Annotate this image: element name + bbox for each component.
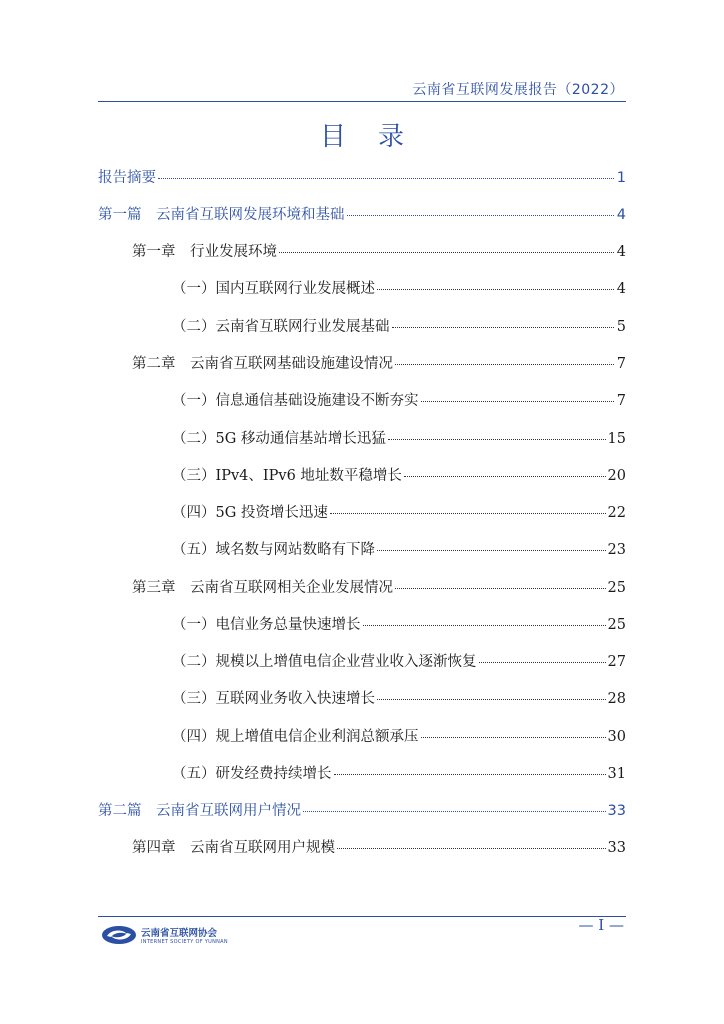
toc-entry-label: （五）域名数与网站数略有下降	[172, 542, 375, 558]
dot-leader	[421, 737, 606, 738]
toc-entry-label: （三）互联网业务收入快速增长	[172, 691, 375, 707]
toc-entry-page: 7	[616, 393, 626, 409]
toc-entry[interactable]	[98, 464, 626, 484]
dot-leader	[392, 327, 615, 328]
dot-leader	[337, 848, 606, 849]
dot-leader	[363, 625, 606, 626]
dot-leader	[388, 439, 606, 440]
toc-entry-page: 25	[607, 617, 626, 633]
org-name-en: INTERNET SOCIETY OF YUNNAN	[141, 939, 228, 945]
toc-entry[interactable]	[98, 240, 626, 260]
toc-entry[interactable]	[98, 836, 626, 856]
dot-leader	[330, 513, 606, 514]
toc-entry-page: 4	[616, 207, 626, 223]
toc-entry-label: 第四章 云南省互联网用户规模	[132, 840, 335, 856]
toc-entry-page: 20	[607, 468, 626, 484]
toc-entry[interactable]	[98, 613, 626, 633]
toc-entry[interactable]	[98, 166, 626, 186]
toc-entry-page: 22	[607, 505, 626, 521]
toc-entry-page: 4	[616, 281, 626, 297]
toc-entry[interactable]	[98, 799, 626, 819]
dot-leader	[377, 699, 606, 700]
header-rule	[98, 101, 626, 102]
dot-leader	[347, 215, 615, 216]
toc-entry-page: 33	[607, 803, 626, 819]
toc-entry-label: 第三章 云南省互联网相关企业发展情况	[132, 580, 393, 596]
swirl-logo-icon	[101, 925, 137, 945]
dot-leader	[279, 252, 614, 253]
toc-entry[interactable]	[98, 389, 626, 409]
toc-entry-label: （一）国内互联网行业发展概述	[172, 281, 375, 297]
toc-entry[interactable]	[98, 687, 626, 707]
toc-entry[interactable]	[98, 725, 626, 745]
toc-entry-page: 25	[607, 580, 626, 596]
dot-leader	[395, 364, 614, 365]
toc-entry-page: 31	[607, 766, 626, 782]
toc-entry-page: 30	[607, 729, 626, 745]
toc-entry-page: 1	[616, 170, 626, 186]
dot-leader	[395, 588, 606, 589]
toc-entry-page: 27	[607, 654, 626, 670]
toc-entry-page: 15	[607, 431, 626, 447]
toc-entry-label: （三）IPv4、IPv6 地址数平稳增长	[172, 468, 402, 484]
toc-entry-label: （一）信息通信基础设施建设不断夯实	[172, 393, 419, 409]
page-number: — I —	[578, 916, 624, 934]
toc-entry-label: （二）规模以上增值电信企业营业收入逐渐恢复	[172, 654, 477, 670]
toc-entry-label: （一）电信业务总量快速增长	[172, 617, 361, 633]
toc-entry[interactable]	[98, 352, 626, 372]
toc-entry-page: 5	[616, 319, 626, 335]
toc-entry[interactable]	[98, 277, 626, 297]
header-title: 云南省互联网发展报告（2022）	[412, 82, 624, 98]
toc-entry-label: （四）规上增值电信企业利润总额承压	[172, 729, 419, 745]
toc-entry-label: （四）5G 投资增长迅速	[172, 505, 328, 521]
toc-entry-label: 第一篇 云南省互联网发展环境和基础	[98, 207, 345, 223]
toc-heading: 目录	[319, 122, 436, 152]
toc-entry-label: 第二篇 云南省互联网用户情况	[98, 803, 301, 819]
toc-entry-page: 7	[616, 356, 626, 372]
dot-leader	[303, 811, 606, 812]
toc-entry-page: 28	[607, 691, 626, 707]
toc-entry-label: （五）研发经费持续增长	[172, 766, 332, 782]
dot-leader	[158, 178, 614, 179]
toc-entry-label: 报告摘要	[98, 170, 156, 186]
toc-entry[interactable]	[98, 315, 626, 335]
toc-entry[interactable]	[98, 501, 626, 521]
toc-entry-label: （二）云南省互联网行业发展基础	[172, 319, 390, 335]
dot-leader	[421, 401, 615, 402]
toc-entry[interactable]	[98, 576, 626, 596]
dot-leader	[479, 662, 606, 663]
toc-entry[interactable]	[98, 203, 626, 223]
toc-entry-page: 23	[607, 542, 626, 558]
toc-entry[interactable]	[98, 538, 626, 558]
dot-leader	[404, 476, 606, 477]
dot-leader	[377, 289, 614, 290]
org-name-cn: 云南省互联网协会	[141, 928, 218, 939]
dot-leader	[377, 550, 606, 551]
org-logo	[101, 925, 228, 945]
toc-entry[interactable]	[98, 762, 626, 782]
toc-entry-label: 第一章 行业发展环境	[132, 244, 277, 260]
toc-entry-label: 第二章 云南省互联网基础设施建设情况	[132, 356, 393, 372]
toc-entry[interactable]	[98, 427, 626, 447]
toc-entry-label: （二）5G 移动通信基站增长迅猛	[172, 431, 386, 447]
toc-entry-page: 33	[607, 840, 626, 856]
dot-leader	[334, 774, 606, 775]
footer-rule	[98, 916, 626, 917]
toc-entry[interactable]	[98, 650, 626, 670]
toc-entry-page: 4	[616, 244, 626, 260]
